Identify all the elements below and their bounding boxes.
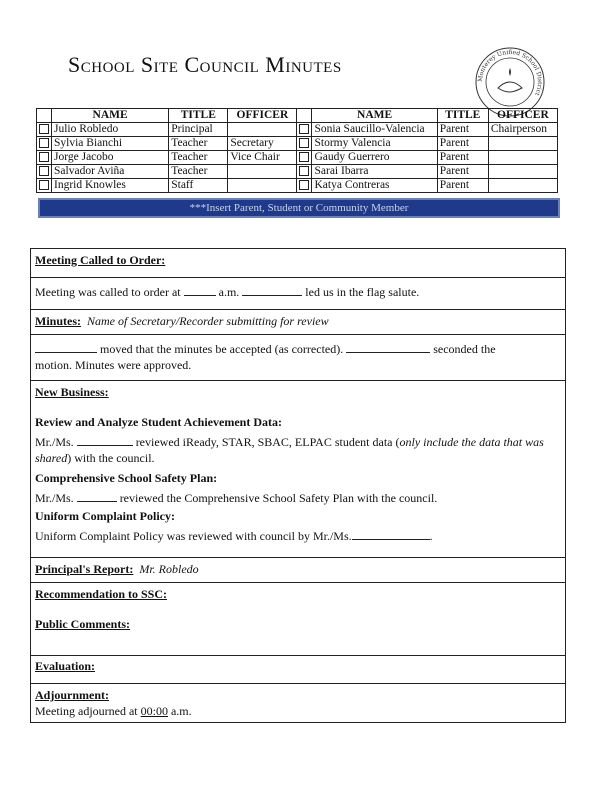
member-title: Parent bbox=[437, 165, 488, 179]
member-name: Sarai Ibarra bbox=[312, 165, 437, 179]
member-title: Staff bbox=[169, 179, 228, 193]
adjournment-heading: Adjournment: bbox=[35, 688, 109, 702]
review-italic: only include the data that was shared bbox=[35, 435, 544, 465]
member-name: Ingrid Knowles bbox=[52, 179, 169, 193]
checkbox-icon[interactable] bbox=[39, 152, 49, 162]
section-new-business: New Business: Review and Analyze Student Achievement Data: Mr./Ms. reviewed iReady, STAR, SBAC, ELPAC student data (only include the data that was shared) with the council. Comprehensive School Safety Plan: Mr./Ms. reviewed the Comprehensive School Safety Plan with the council. Uniform Complaint Policy: Uniform Complaint Policy was reviewed with council by Mr./Ms. . bbox=[31, 381, 565, 558]
called-text-a: Meeting was called to order at bbox=[35, 285, 181, 299]
safety-heading: Comprehensive School Safety Plan: bbox=[35, 471, 218, 485]
complaint-heading: Uniform Complaint Policy: bbox=[35, 509, 175, 523]
member-title: Teacher bbox=[169, 165, 228, 179]
insert-member-banner: ***Insert Parent, Student or Community Member bbox=[38, 198, 560, 218]
complaint-blank[interactable] bbox=[352, 539, 430, 540]
member-name: Gaudy Guerrero bbox=[312, 151, 437, 165]
section-recommendation bbox=[31, 583, 565, 656]
called-text-c: led us in the flag salute. bbox=[305, 285, 420, 299]
attendance-checkbox[interactable] bbox=[37, 165, 52, 179]
recommendation-heading: Recommendation to SSC: bbox=[35, 587, 167, 601]
attendance-checkbox[interactable] bbox=[297, 123, 312, 137]
member-officer bbox=[228, 123, 297, 137]
member-name: Katya Contreras bbox=[312, 179, 437, 193]
page-title: School Site Council Minutes bbox=[68, 52, 342, 77]
principal-name: Mr. Robledo bbox=[139, 562, 199, 576]
member-officer bbox=[488, 179, 557, 193]
table-row bbox=[37, 123, 558, 137]
col-name: NAME bbox=[52, 109, 169, 123]
member-officer: Secretary bbox=[228, 137, 297, 151]
called-heading: Meeting Called to Order: bbox=[35, 253, 166, 267]
member-officer bbox=[488, 151, 557, 165]
checkbox-icon[interactable] bbox=[299, 180, 309, 190]
attendance-checkbox[interactable] bbox=[297, 165, 312, 179]
section-minutes bbox=[31, 310, 565, 335]
checkbox-icon[interactable] bbox=[299, 138, 309, 148]
moved-text-b: seconded the bbox=[433, 342, 496, 356]
attendance-checkbox[interactable] bbox=[297, 137, 312, 151]
member-title: Parent bbox=[437, 137, 488, 151]
member-name: Salvador Aviña bbox=[52, 165, 169, 179]
col-title: TITLE bbox=[437, 109, 488, 123]
called-text-b: a.m. bbox=[218, 285, 240, 299]
review-text-b: reviewed iReady, STAR, SBAC, ELPAC student data ( bbox=[135, 435, 400, 449]
col-title: TITLE bbox=[169, 109, 228, 123]
member-officer: Vice Chair bbox=[228, 151, 297, 165]
checkbox-icon[interactable] bbox=[299, 124, 309, 134]
attendance-checkbox[interactable] bbox=[297, 179, 312, 193]
safety-blank[interactable] bbox=[77, 501, 117, 502]
svg-text:Monterey Unified School Distri: Monterey Unified School District bbox=[476, 48, 544, 97]
complaint-text: Uniform Complaint Policy was reviewed with council by Mr./Ms. bbox=[35, 529, 352, 543]
checkbox-icon[interactable] bbox=[39, 124, 49, 134]
minutes-note: Name of Secretary/Recorder submitting for review bbox=[87, 314, 329, 328]
member-title: Teacher bbox=[169, 151, 228, 165]
member-title: Parent bbox=[437, 151, 488, 165]
member-officer: Chairperson bbox=[488, 123, 557, 137]
col-officer: OFFICER bbox=[228, 109, 297, 123]
adjourn-text-a: Meeting adjourned at bbox=[35, 704, 138, 718]
section-called-to-order bbox=[31, 249, 565, 278]
table-row bbox=[37, 137, 558, 151]
member-title: Principal bbox=[169, 123, 228, 137]
minutes-heading: Minutes: bbox=[35, 314, 81, 328]
reviewer-blank[interactable] bbox=[77, 445, 133, 446]
checkbox-icon[interactable] bbox=[299, 152, 309, 162]
member-name: Sonia Saucillo-Valencia bbox=[312, 123, 437, 137]
adjourn-time: 00:00 bbox=[140, 704, 168, 718]
member-officer bbox=[488, 165, 557, 179]
col-officer: OFFICER bbox=[488, 109, 557, 123]
checkbox-icon[interactable] bbox=[39, 180, 49, 190]
mover-blank[interactable] bbox=[35, 352, 97, 353]
member-name: Julio Robledo bbox=[52, 123, 169, 137]
principal-heading: Principal's Report: bbox=[35, 562, 134, 576]
checkbox-icon[interactable] bbox=[39, 166, 49, 176]
section-principal-report bbox=[31, 558, 565, 583]
table-row bbox=[37, 179, 558, 193]
member-title: Teacher bbox=[169, 137, 228, 151]
leader-blank[interactable] bbox=[242, 295, 302, 296]
safety-text-a: Mr./Ms. bbox=[35, 491, 74, 505]
section-evaluation bbox=[31, 656, 565, 684]
section-motion bbox=[31, 335, 565, 381]
table-row bbox=[37, 165, 558, 179]
new-business-heading: New Business: bbox=[35, 385, 109, 399]
time-blank[interactable] bbox=[184, 295, 216, 296]
checkbox-icon[interactable] bbox=[299, 166, 309, 176]
member-name: Jorge Jacobo bbox=[52, 151, 169, 165]
member-officer bbox=[228, 179, 297, 193]
member-name: Stormy Valencia bbox=[312, 137, 437, 151]
moved-text-a: moved that the minutes be accepted (as corrected). bbox=[100, 342, 344, 356]
col-name: NAME bbox=[312, 109, 437, 123]
member-name: Sylvia Bianchi bbox=[52, 137, 169, 151]
member-title: Parent bbox=[437, 179, 488, 193]
seconder-blank[interactable] bbox=[346, 352, 430, 353]
attendance-checkbox[interactable] bbox=[37, 123, 52, 137]
minutes-form bbox=[30, 248, 566, 723]
review-text-a: Mr./Ms. bbox=[35, 435, 74, 449]
attendance-checkbox[interactable] bbox=[37, 151, 52, 165]
attendance-checkbox[interactable] bbox=[37, 137, 52, 151]
attendance-checkbox[interactable] bbox=[297, 151, 312, 165]
member-officer bbox=[488, 137, 557, 151]
table-row bbox=[37, 151, 558, 165]
attendance-checkbox[interactable] bbox=[37, 179, 52, 193]
moved-text-c: motion. Minutes were approved. bbox=[35, 358, 192, 372]
section-adjournment bbox=[31, 684, 565, 722]
checkbox-icon[interactable] bbox=[39, 138, 49, 148]
safety-text-b: reviewed the Comprehensive School Safety Plan with the council. bbox=[119, 491, 438, 505]
member-officer bbox=[228, 165, 297, 179]
public-comments-heading: Public Comments: bbox=[35, 617, 130, 631]
member-title: Parent bbox=[437, 123, 488, 137]
review-heading: Review and Analyze Student Achievement Data: bbox=[35, 415, 282, 429]
adjourn-text-b: a.m. bbox=[170, 704, 192, 718]
review-text-c: ) with the council. bbox=[67, 451, 155, 465]
evaluation-heading: Evaluation: bbox=[35, 659, 96, 673]
section-called-text bbox=[31, 278, 565, 310]
council-roster-table bbox=[36, 108, 558, 193]
